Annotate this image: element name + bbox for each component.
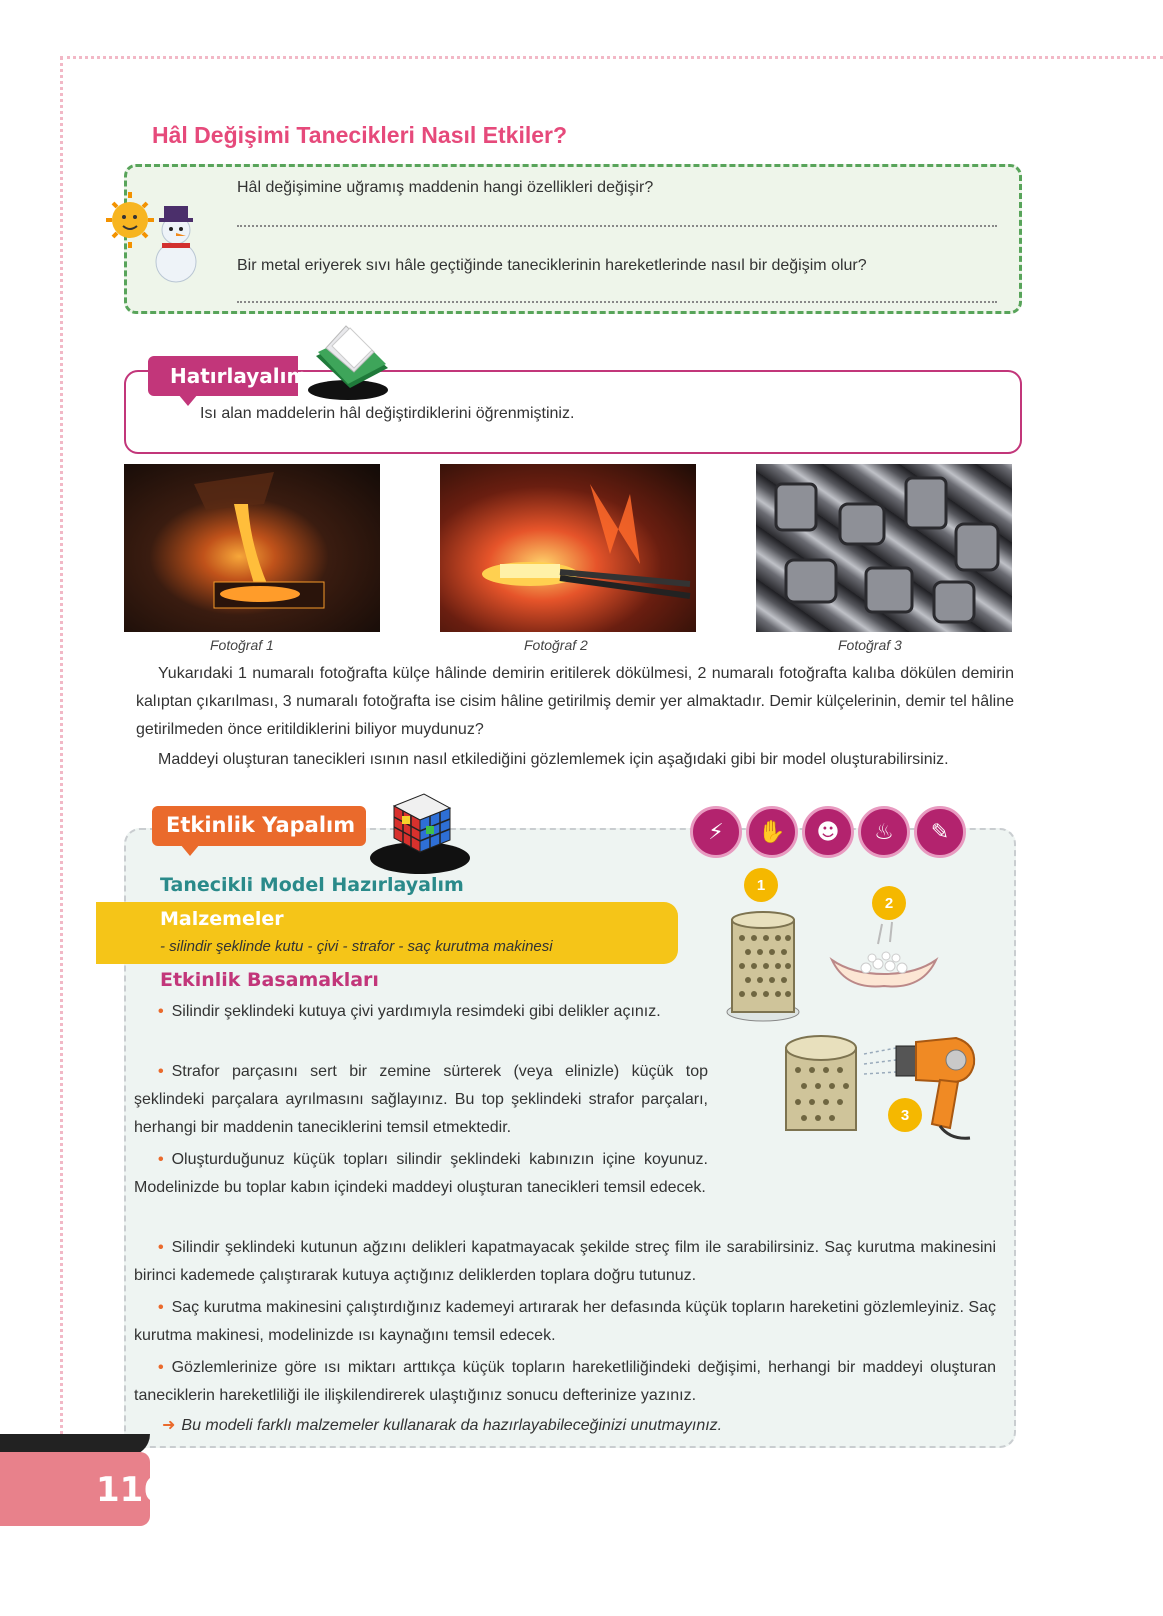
paragraph-model: Maddeyi oluşturan tanecikleri ısının nasıl etkilediğini gözlemlemek için aşağıdaki gibi bir model oluşturabilirsiniz. [158, 751, 949, 768]
sharp-object-icon: ✎ [914, 806, 966, 858]
activity-note: ➜ Bu modeli farklı malzemeler kullanarak da hazırlayabileceğinizi unutmayınız. [162, 1417, 723, 1434]
step-bullet: • [158, 1063, 164, 1080]
illustration-number-2: 2 [872, 886, 906, 920]
step-bullet: • [158, 1003, 164, 1020]
hands-styrofoam-icon [826, 920, 942, 992]
rubiks-cube-icon [364, 786, 476, 878]
photo-caption-1: Fotoğraf 1 [210, 637, 274, 653]
arrow-right-icon: ➜ [162, 1417, 176, 1434]
step-2: • Strafor parçasını sert bir zemine sürterek (veya elinizle) küçük top şeklindeki parçalara ayrılmasını sağlayınız. Bu top şeklindeki strafor parçaları, herhangi bir maddenin taneciklerini temsil etmektedir. [134, 1063, 708, 1136]
illustration-number-1: 1 [744, 868, 778, 902]
photo-iron-parts [756, 464, 1012, 632]
page-number: 116 [96, 1470, 167, 1510]
step-6: • Gözlemlerinize göre ısı miktarı arttıkça küçük topların hareketliliğindeki değişimi, herhangi bir maddeyi oluşturan taneciklerin hareketliliği ile ilişkilendirerek ulaştığınız sonucu defterinize yazınız. [134, 1359, 996, 1404]
activity-tag: Etkinlik Yapalım [152, 806, 366, 846]
remember-tag-tail [178, 394, 198, 406]
step-bullet: • [158, 1151, 164, 1168]
electric-hazard-icon: ⚡ [690, 806, 742, 858]
sun-snowman-icon [104, 186, 214, 286]
materials-list: - silindir şeklinde kutu - çivi - strafor - saç kurutma makinesi [160, 938, 553, 955]
step-bullet: • [158, 1299, 164, 1316]
answer-line-1[interactable] [237, 225, 997, 227]
hot-surface-icon: ♨ [858, 806, 910, 858]
question-2: Bir metal eriyerek sıvı hâle geçtiğinde taneciklerinin hareketlerinde nasıl bir değişim olur? [237, 257, 867, 274]
step-3: • Oluşturduğunuz küçük topları silindir şeklindeki kabınızın içine koyunuz. Modelinizde bu toplar kabın içindeki maddeyi oluşturan tanecikleri temsil edecek. [134, 1151, 708, 1196]
illustration-number-3: 3 [888, 1098, 922, 1132]
page-border-top [60, 56, 1163, 59]
photo-caption-3: Fotoğraf 3 [838, 637, 902, 653]
photo-molten-iron-pour [124, 464, 380, 632]
step-4: • Silindir şeklindeki kutunun ağzını delikleri kapatmayacak şekilde streç film ile sarabilirsiniz. Saç kurutma makinesini birinci kademede çalıştırarak kutuya açtığınız deliklerden toplara doğru tutunuz. [134, 1239, 996, 1284]
model-title: Tanecikli Model Hazırlayalım [160, 874, 464, 896]
materials-title: Malzemeler [160, 908, 284, 930]
paragraph-intro: Yukarıdaki 1 numaralı fotoğrafta külçe hâlinde demirin eritilerek dökülmesi, 2 numaralı fotoğrafta kalıba dökülen demirin kalıptan çıkarılması, 3 numaralı fotoğrafta ise cisim hâline getirilmiş demir yer almaktadır. Demir külçelerinin, demir tel hâline getirilmeden önce eritildiklerini biliyor muydunuz? [136, 665, 1014, 738]
remember-tag: Hatırlayalım [148, 356, 298, 396]
photo-caption-2: Fotoğraf 2 [524, 637, 588, 653]
goggles-icon: ☻ [802, 806, 854, 858]
activity-tag-tail [180, 844, 200, 856]
question-1: Hâl değişimine uğramış maddenin hangi özellikleri değişir? [237, 179, 654, 196]
steps-title: Etkinlik Basamakları [160, 969, 379, 991]
photo-iron-mold-removal [440, 464, 696, 632]
safety-icons [690, 806, 966, 858]
step-bullet: • [158, 1239, 164, 1256]
hand-wash-icon: ✋ [746, 806, 798, 858]
question-box [124, 164, 1022, 314]
step-1: • Silindir şeklindeki kutuya çivi yardımıyla resimdeki gibi delikler açınız. [158, 1003, 661, 1020]
step-5: • Saç kurutma makinesini çalıştırdığınız kademeyi artırarak her defasında küçük topların hareketini gözlemleyiniz. Saç kurutma makinesi, modelinizde ısı kaynağını temsil edecek. [134, 1299, 996, 1344]
perforated-can-icon [724, 908, 802, 1024]
answer-line-2[interactable] [237, 301, 997, 303]
remember-text: Isı alan maddelerin hâl değiştirdiklerini öğrenmiştiniz. [200, 405, 575, 422]
step-bullet: • [158, 1359, 164, 1376]
page-border-left [60, 56, 63, 1526]
notebook-icon [296, 322, 396, 404]
hair-dryer-can-icon [780, 1024, 990, 1144]
section-title: Hâl Değişimi Tanecikleri Nasıl Etkiler? [152, 122, 568, 148]
